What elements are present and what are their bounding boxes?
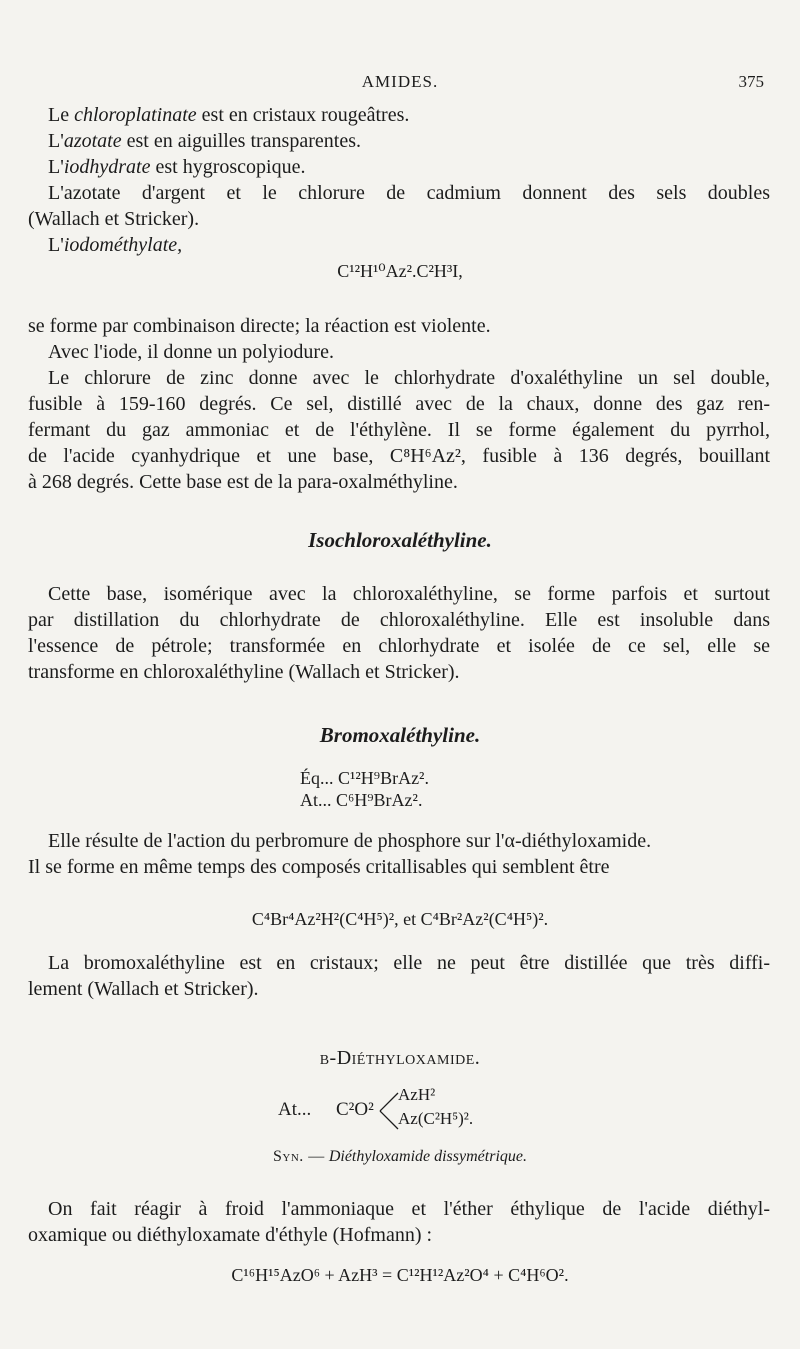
paragraph-line: Avec l'iode, il donne un polyiodure.	[48, 341, 334, 363]
paragraph-line: (Wallach et Stricker).	[28, 208, 200, 230]
paragraph-line: transforme en chloroxaléthyline (Wallach et Stricker).	[28, 661, 460, 683]
branch-lines	[378, 1089, 400, 1133]
paragraph-line: L'iodhydrate est hygroscopique.	[48, 156, 306, 178]
paragraph-line: Il se forme en même temps des composés critallisables qui semblent être	[28, 856, 610, 878]
paragraph-line: L'azotate est en aiguilles transparentes.	[48, 130, 361, 152]
paragraph-line: à 268 degrés. Cette base est de la para-oxalméthyline.	[28, 471, 458, 493]
page-number: 375	[738, 72, 764, 91]
paragraph-line: On fait réagir à froid l'ammoniaque et l'éther éthylique de l'acide diéthyl-	[48, 1198, 770, 1220]
paragraph-line: oxamique ou diéthyloxamate d'éthyle (Hofmann) :	[28, 1224, 433, 1246]
section-heading-isochloroxalethyline: Isochloroxaléthyline.	[308, 528, 492, 552]
formula-branch-top: AzH²	[398, 1085, 436, 1104]
section-heading-beta-diethyloxamide: β-Diéthyloxamide.	[319, 1047, 481, 1069]
running-header	[0, 72, 800, 96]
paragraph-line: Le chlorure de zinc donne avec le chlorhydrate d'oxaléthyline un sel double,	[48, 367, 770, 389]
paragraph-line: L'iodométhylate,	[48, 234, 183, 256]
paragraph-line: L'azotate d'argent et le chlorure de cadmium donnent des sels doubles	[48, 182, 770, 204]
formula-iodomethylate: C¹²H¹⁰Az².C²H³I,	[337, 261, 463, 281]
paragraph-line: fermant du gaz ammoniac et de l'éthylène. Il se forme également du pyrrhol,	[28, 419, 770, 441]
paragraph-line: de l'acide cyanhydrique et une base, C⁸H⁶Az², fusible à 136 degrés, bouillant	[28, 445, 770, 467]
paragraph-line: Elle résulte de l'action du perbromure de phosphore sur l'α-diéthyloxamide.	[48, 830, 652, 852]
paragraph-line: lement (Wallach et Stricker).	[28, 978, 259, 1000]
formula-reaction: C¹⁶H¹⁵AzO⁶ + AzH³ = C¹²H¹²Az²O⁴ + C⁴H⁶O².	[231, 1265, 569, 1285]
formula-branch-bottom: Az(C²H⁵)².	[398, 1109, 474, 1128]
formula-equivalent: Éq... C¹²H⁹BrAz².	[300, 768, 429, 788]
paragraph-line: par distillation du chlorhydrate de chloroxaléthyline. Elle est insoluble dans	[28, 609, 770, 631]
structural-formula	[278, 1085, 538, 1135]
formula-core: C²O²	[336, 1099, 374, 1120]
chapter-title: AMIDES.	[361, 72, 439, 91]
formula-label: At...	[278, 1099, 312, 1120]
paragraph-line: Le chloroplatinate est en cristaux rougeâtres.	[48, 104, 410, 126]
section-heading-bromoxalethyline: Bromoxaléthyline.	[319, 723, 481, 747]
paragraph-line: fusible à 159-160 degrés. Ce sel, distillé avec de la chaux, donne des gaz ren-	[28, 393, 770, 415]
synonym-line: Syn. — Diéthyloxamide dissymétrique.	[273, 1148, 527, 1165]
formula-bromo-compounds: C⁴Br⁴Az²H²(C⁴H⁵)², et C⁴Br²Az²(C⁴H⁵)².	[251, 909, 549, 929]
paragraph-line: l'essence de pétrole; transformée en chlorhydrate et isolée de ce sel, elle se	[28, 635, 770, 657]
paragraph-line: Cette base, isomérique avec la chloroxaléthyline, se forme parfois et surtout	[48, 583, 770, 605]
formula-atomic: At... C⁶H⁹BrAz².	[300, 790, 423, 810]
paragraph-line: La bromoxaléthyline est en cristaux; elle ne peut être distillée que très diffi-	[48, 952, 770, 974]
paragraph-line: se forme par combinaison directe; la réaction est violente.	[28, 315, 491, 337]
